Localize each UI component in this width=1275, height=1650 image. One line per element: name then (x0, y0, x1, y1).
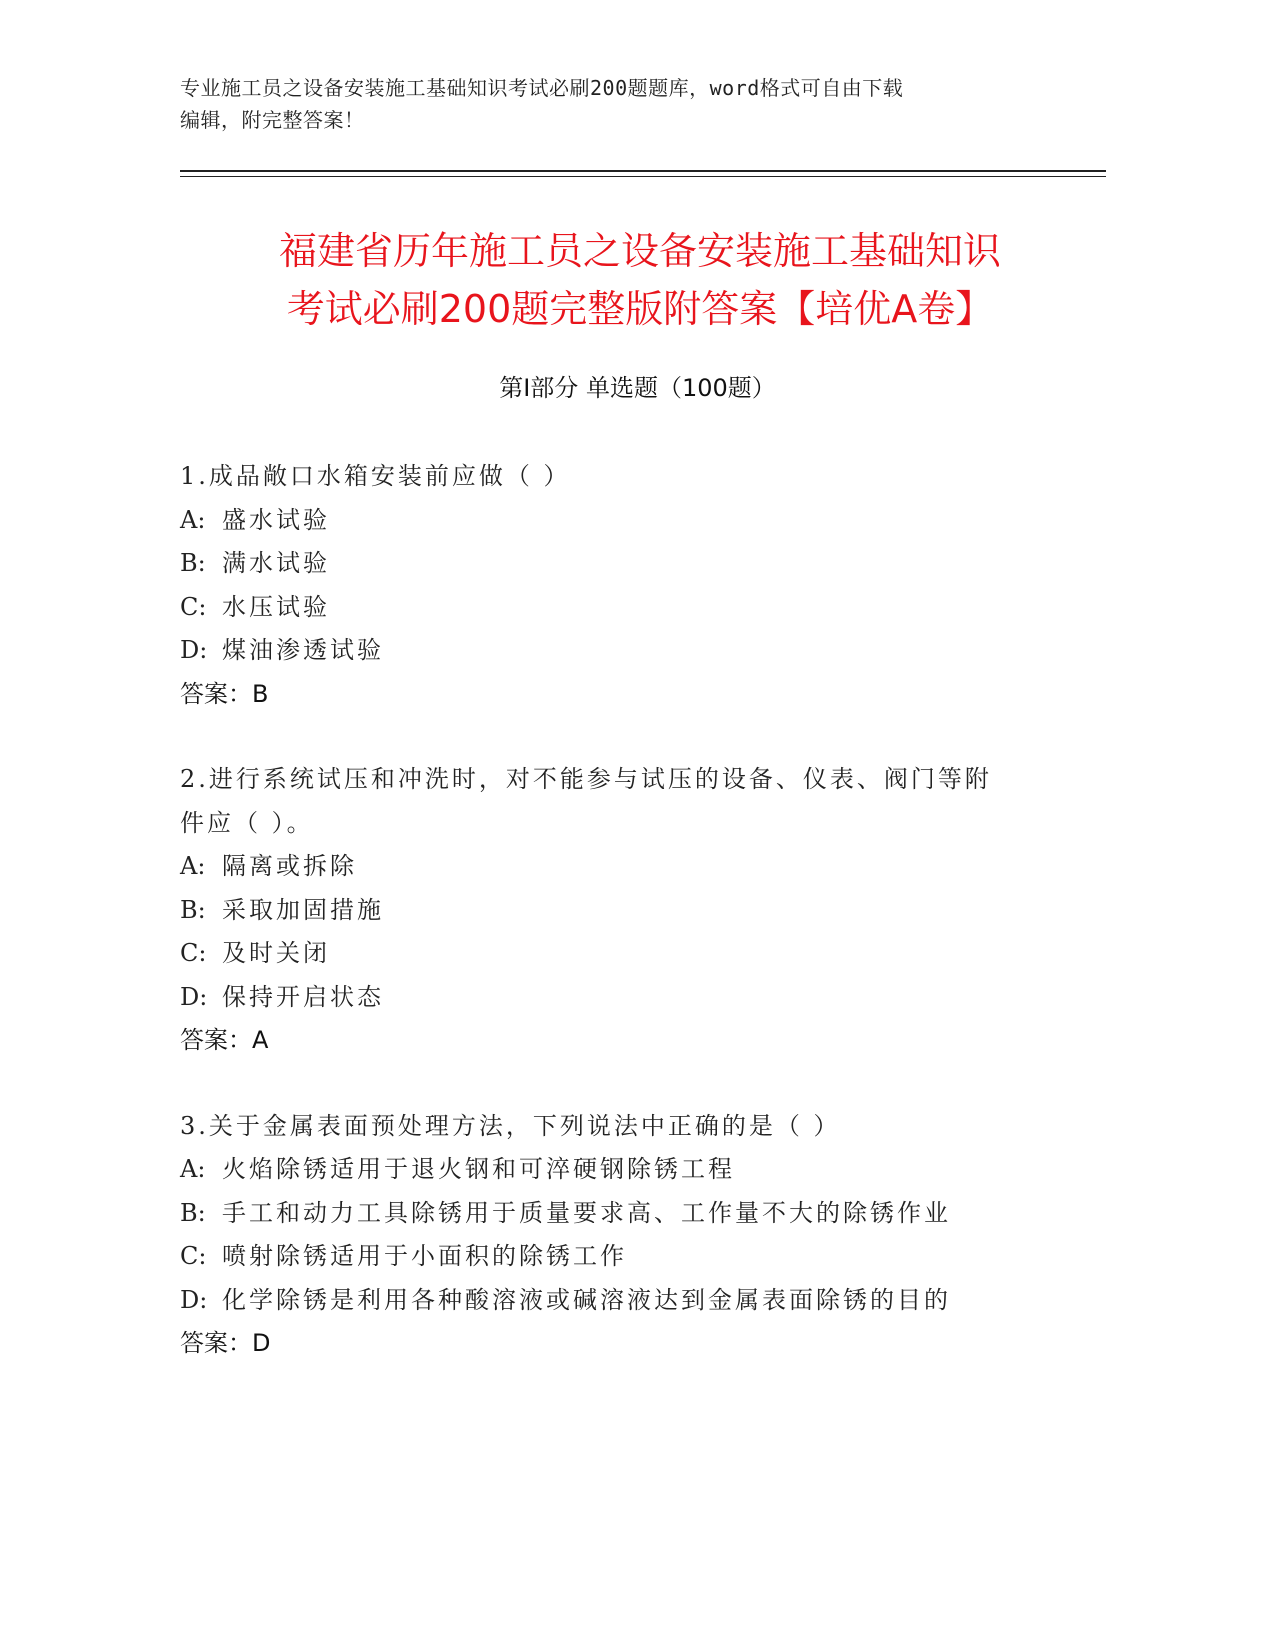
option-text: 煤油渗透试验 (222, 636, 384, 664)
question-3-text: 3.关于金属表面预处理方法，下列说法中正确的是（ ） (180, 1111, 841, 1140)
section-title: 第Ⅰ部分 单选题（100题） (499, 374, 776, 402)
option-key: C: (180, 592, 207, 621)
option-text: 喷射除锈适用于小面积的除锈工作 (222, 1242, 627, 1270)
option-key: B: (180, 549, 206, 577)
option-key: A: (180, 1155, 206, 1183)
option-text: 水压试验 (222, 592, 330, 621)
option-key: C: (180, 1242, 207, 1270)
header-divider-thin (180, 176, 1106, 177)
header-note (180, 72, 1100, 136)
option-text: 化学除锈是利用各种酸溶液或碱溶液达到金属表面除锈的目的 (222, 1285, 951, 1314)
question-3-option-d (180, 1279, 1100, 1323)
document-title (180, 222, 1100, 338)
question-1 (180, 455, 1100, 716)
option-key: D: (180, 1285, 208, 1314)
question-3 (180, 1105, 1100, 1366)
question-3-option-c (180, 1235, 1100, 1279)
question-2-option-d (180, 976, 1100, 1020)
option-key: D: (180, 636, 208, 664)
question-2 (180, 758, 1100, 1063)
header-note-line-2: 编辑，附完整答案！ (180, 108, 365, 132)
question-1-answer: 答案：B (180, 679, 269, 708)
question-3-option-a (180, 1148, 1100, 1192)
document-title-line-1: 福建省历年施工员之设备安装施工基础知识 (278, 229, 1001, 273)
option-key: B: (180, 1198, 206, 1227)
question-2-option-c (180, 932, 1100, 976)
option-text: 及时关闭 (222, 939, 330, 967)
option-text: 满水试验 (222, 549, 330, 577)
option-text: 隔离或拆除 (222, 852, 357, 880)
question-list (180, 455, 1100, 1408)
question-2-text-line-2: 件应（ ）。 (180, 808, 314, 837)
header-note-line-1: 专业施工员之设备安装施工基础知识考试必刷200题题库，word格式可自由下载 (180, 76, 904, 100)
option-key: D: (180, 982, 208, 1011)
option-key: A: (180, 852, 206, 880)
option-key: C: (180, 939, 207, 967)
option-text: 盛水试验 (222, 505, 330, 534)
question-1-option-b (180, 542, 1100, 586)
option-text: 手工和动力工具除锈用于质量要求高、工作量不大的除锈作业 (222, 1198, 951, 1227)
option-text: 保持开启状态 (222, 982, 384, 1011)
question-1-option-c (180, 586, 1100, 630)
document-title-line-2: 考试必刷200题完整版附答案【培优A卷】 (286, 287, 994, 331)
header-divider-thick (180, 170, 1106, 172)
question-2-answer: 答案：A (180, 1026, 269, 1054)
question-1-option-a (180, 499, 1100, 543)
option-text: 采取加固措施 (222, 895, 384, 924)
question-3-option-b (180, 1192, 1100, 1236)
question-2-option-b (180, 889, 1100, 933)
question-3-answer: 答案：D (180, 1329, 271, 1357)
option-text: 火焰除锈适用于退火钢和可淬硬钢除锈工程 (222, 1155, 735, 1183)
question-2-text-line-1: 2.进行系统试压和冲洗时，对不能参与试压的设备、仪表、阀门等附 (180, 765, 992, 793)
question-1-text: 1.成品敞口水箱安装前应做（ ） (180, 462, 571, 490)
question-2-option-a (180, 845, 1100, 889)
question-1-option-d (180, 629, 1100, 673)
option-key: B: (180, 895, 206, 924)
option-key: A: (180, 505, 206, 534)
